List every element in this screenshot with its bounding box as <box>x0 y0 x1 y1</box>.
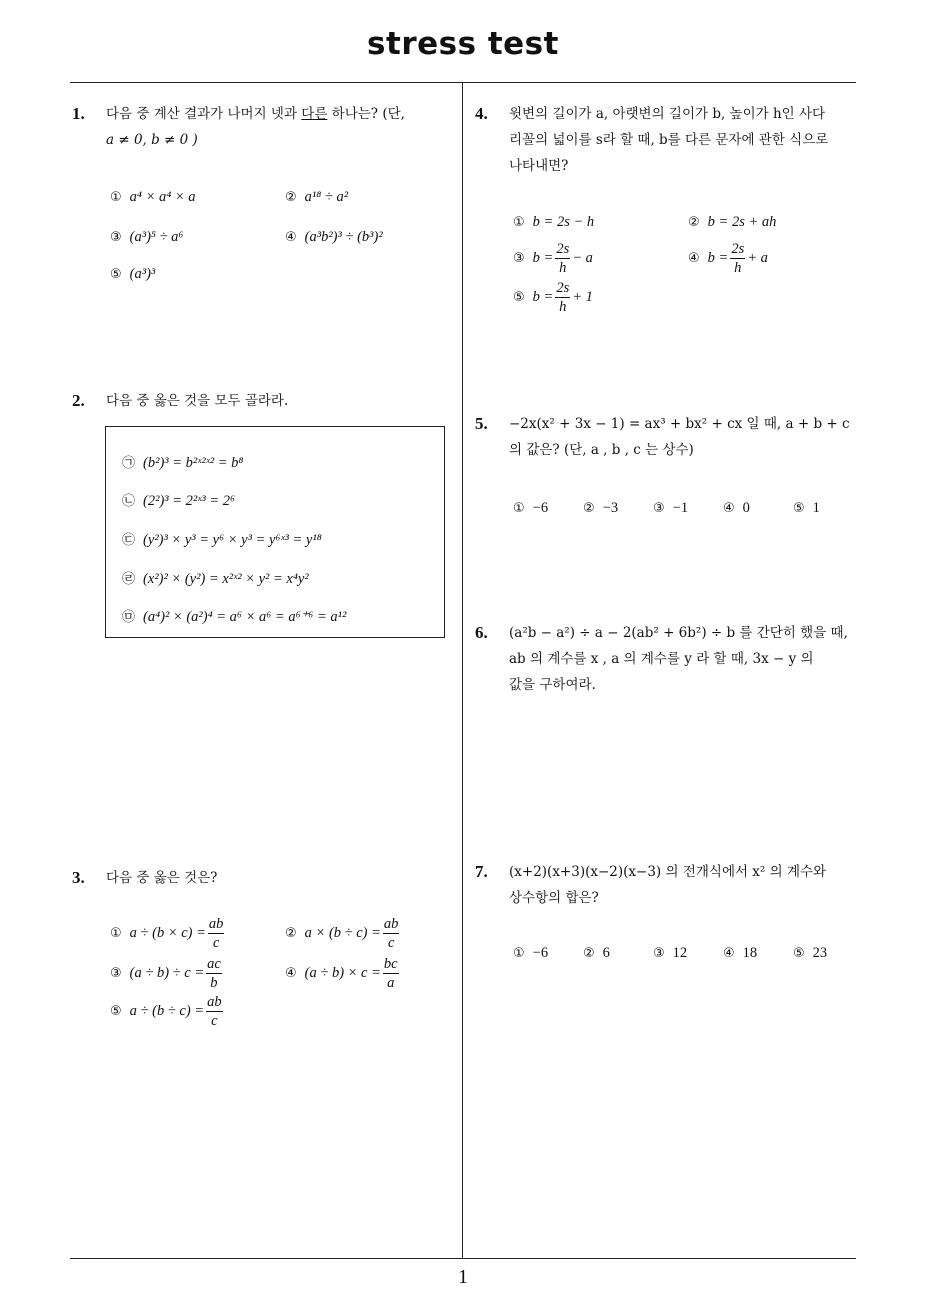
option-lhs: (a ÷ b) × c = <box>304 964 381 981</box>
q1-condition: a ≠ 0, b ≠ 0 ) <box>106 132 198 148</box>
option-mark: ② <box>583 501 595 516</box>
option-expr: b = 2s − h <box>532 214 595 230</box>
q5-option-4[interactable] <box>723 500 750 517</box>
option-lhs: a × (b ÷ c) = <box>304 924 381 941</box>
q1-option-1[interactable] <box>110 189 196 206</box>
fraction-numerator: ab <box>383 916 399 932</box>
q6-text-line: 값을 구하여라. <box>509 677 596 693</box>
q1-option-5[interactable] <box>110 266 155 283</box>
option-mark: ① <box>513 501 525 516</box>
item-expr: (b²)³ = b²ˣ²ˣ² = b⁸ <box>143 455 244 471</box>
q2-item-a <box>122 452 243 472</box>
q4-option-1[interactable] <box>513 214 594 231</box>
fraction-numerator: 2s <box>556 280 570 296</box>
option-fraction <box>383 957 399 990</box>
option-rhs: + 1 <box>572 288 593 305</box>
item-expr: (y²)³ × y³ = y⁶ × y³ = y⁶ˣ³ = y¹⁸ <box>143 532 322 548</box>
q7-text <box>509 859 864 911</box>
q6-number: 6. <box>475 623 488 642</box>
option-value: 1 <box>812 500 820 516</box>
option-expr: b = 2s + ah <box>707 214 777 230</box>
q7-option-3[interactable] <box>653 945 687 962</box>
q5-option-1[interactable] <box>513 500 548 517</box>
q7-text-line: 상수항의 합은? <box>509 890 599 906</box>
fraction-numerator: 2s <box>556 241 570 257</box>
option-value: −3 <box>602 500 619 516</box>
option-mark: ④ <box>723 946 735 961</box>
option-expr: a⁴ × a⁴ × a <box>129 189 196 205</box>
q4-option-2[interactable] <box>688 214 776 231</box>
item-expr: (a⁴)² × (a²)⁴ = a⁶ × a⁶ = a⁶⁺⁶ = a¹² <box>143 609 347 625</box>
item-mark: ㉠ <box>122 456 136 471</box>
q1-option-4[interactable] <box>285 229 383 246</box>
q4-option-5[interactable] <box>513 281 593 314</box>
option-value: −6 <box>532 500 549 516</box>
option-mark: ④ <box>285 965 297 981</box>
q4-option-4[interactable] <box>688 242 768 275</box>
q4-option-3[interactable] <box>513 242 593 275</box>
q5-option-5[interactable] <box>793 500 820 517</box>
option-rhs: − a <box>572 249 593 266</box>
q7-text-line: (x+2)(x+3)(x−2)(x−3) 의 전개식에서 x² 의 계수와 <box>509 864 827 880</box>
option-fraction <box>206 957 222 990</box>
option-mark: ⑤ <box>513 289 525 305</box>
q5-text-line: 의 값은? (단, a , b , c 는 상수) <box>509 442 694 458</box>
option-mark: ① <box>513 215 525 230</box>
option-lhs: b = <box>532 288 554 305</box>
option-mark: ④ <box>723 501 735 516</box>
option-mark: ② <box>688 215 700 230</box>
top-rule <box>70 82 856 83</box>
q4-text <box>509 101 864 179</box>
q1-text-part: 다음 중 계산 결과가 나머지 넷과 <box>106 106 302 122</box>
q7-number: 7. <box>475 862 488 881</box>
fraction-denominator: c <box>387 934 395 951</box>
q1-underlined-word: 다른 <box>301 106 328 122</box>
option-expr: (a³)⁵ ÷ a⁶ <box>129 229 184 245</box>
option-mark: ⑤ <box>793 946 805 961</box>
option-expr: (a³)³ <box>129 266 156 282</box>
page-title: stress test <box>367 26 559 62</box>
option-fraction <box>383 917 400 950</box>
option-value: −1 <box>672 500 689 516</box>
item-mark: ㉡ <box>122 494 136 509</box>
q1-number: 1. <box>72 104 85 123</box>
option-fraction <box>208 917 225 950</box>
q5-number: 5. <box>475 414 488 433</box>
fraction-numerator: bc <box>383 956 398 972</box>
q5-option-3[interactable] <box>653 500 688 517</box>
option-value: 23 <box>812 945 828 961</box>
option-mark: ① <box>513 946 525 961</box>
q5-option-2[interactable] <box>583 500 618 517</box>
q3-text: 다음 중 옳은 것은? <box>106 870 218 886</box>
option-mark: ③ <box>653 501 665 516</box>
option-expr: a¹⁸ ÷ a² <box>304 189 349 205</box>
q7-option-5[interactable] <box>793 945 827 962</box>
fraction-numerator: 2s <box>731 241 745 257</box>
fraction-numerator: ac <box>207 956 221 972</box>
option-value: 18 <box>742 945 758 961</box>
q6-text-line: (a²b − a²) ÷ a − 2(ab² + 6b²) ÷ b 를 간단히 했을 때, <box>509 625 848 641</box>
fraction-numerator: ab <box>207 994 222 1010</box>
bottom-rule <box>70 1258 856 1259</box>
q4-text-line: 리꼴의 넓이를 s라 할 때, b를 다른 문자에 관한 식으로 <box>509 132 829 148</box>
option-mark: ⑤ <box>110 267 122 282</box>
q5-text <box>509 411 864 463</box>
option-fraction <box>206 995 223 1028</box>
option-mark: ⑤ <box>110 1003 122 1019</box>
fraction-denominator: c <box>211 1012 218 1029</box>
q6-text-line: ab 의 계수를 x , a 의 계수를 y 라 할 때, 3x − y 의 <box>509 651 814 667</box>
option-fraction <box>730 242 745 275</box>
option-mark: ④ <box>285 230 297 245</box>
fraction-denominator: h <box>559 259 567 276</box>
option-lhs: b = <box>707 249 729 266</box>
q2-item-b <box>122 490 235 510</box>
option-mark: ③ <box>513 250 525 266</box>
option-mark: ④ <box>688 250 700 266</box>
q2-item-d <box>122 568 309 588</box>
q4-text-line: 윗변의 길이가 a, 아랫변의 길이가 b, 높이가 h인 사다 <box>509 106 826 122</box>
page-number: 1 <box>458 1266 468 1288</box>
fraction-denominator: c <box>212 934 220 951</box>
q4-text-line: 나타내면? <box>509 158 569 174</box>
q1-text <box>106 101 456 153</box>
q6-text <box>509 620 864 698</box>
option-expr: (a³b²)³ ÷ (b³)² <box>304 229 383 245</box>
column-divider <box>462 83 463 1259</box>
q2-number: 2. <box>72 391 85 410</box>
option-fraction <box>555 281 570 314</box>
option-mark: ① <box>110 190 122 205</box>
option-value: 0 <box>742 500 750 516</box>
q5-text-line: −2x(x² + 3x − 1) = ax³ + bx² + cx 일 때, a + b + c <box>509 416 850 432</box>
q3-option-5[interactable] <box>110 995 225 1028</box>
q3-option-2[interactable] <box>285 917 401 950</box>
q3-option-3[interactable] <box>110 957 224 990</box>
q2-item-e <box>122 606 346 626</box>
item-mark: ㉣ <box>122 572 136 587</box>
q2-text: 다음 중 옳은 것을 모두 골라라. <box>106 393 289 409</box>
option-mark: ③ <box>653 946 665 961</box>
fraction-numerator: ab <box>208 916 224 932</box>
q1-text-part: 하나는? (단, <box>327 106 405 122</box>
option-mark: ③ <box>110 965 122 981</box>
item-expr: (x²)² × (y²) = x²ˣ² × y² = x⁴y² <box>143 571 309 587</box>
item-mark: ㉤ <box>122 610 136 625</box>
item-expr: (2²)³ = 2²ˣ³ = 2⁶ <box>143 493 236 509</box>
fraction-denominator: h <box>734 259 742 276</box>
option-value: −6 <box>532 945 549 961</box>
option-mark: ① <box>110 925 122 941</box>
option-mark: ③ <box>110 230 122 245</box>
option-mark: ② <box>285 190 297 205</box>
option-value: 12 <box>672 945 688 961</box>
q2-item-c <box>122 529 322 549</box>
q7-option-1[interactable] <box>513 945 548 962</box>
item-mark: ㉢ <box>122 533 136 548</box>
q7-option-2[interactable] <box>583 945 610 962</box>
option-mark: ② <box>583 946 595 961</box>
option-lhs: (a ÷ b) ÷ c = <box>129 964 205 981</box>
q7-option-4[interactable] <box>723 945 757 962</box>
q3-option-1[interactable] <box>110 917 226 950</box>
option-lhs: b = <box>532 249 554 266</box>
q3-option-4[interactable] <box>285 957 401 990</box>
fraction-denominator: b <box>210 974 218 991</box>
option-lhs: a ÷ (b × c) = <box>129 924 206 941</box>
option-value: 6 <box>602 945 610 961</box>
fraction-denominator: a <box>387 974 395 991</box>
option-fraction <box>555 242 570 275</box>
q4-number: 4. <box>475 104 488 123</box>
option-lhs: a ÷ (b ÷ c) = <box>129 1002 205 1019</box>
q3-number: 3. <box>72 868 85 887</box>
q1-option-2[interactable] <box>285 189 348 206</box>
fraction-denominator: h <box>559 298 567 315</box>
option-mark: ⑤ <box>793 501 805 516</box>
option-mark: ② <box>285 925 297 941</box>
option-rhs: + a <box>747 249 768 266</box>
q1-option-3[interactable] <box>110 229 183 246</box>
